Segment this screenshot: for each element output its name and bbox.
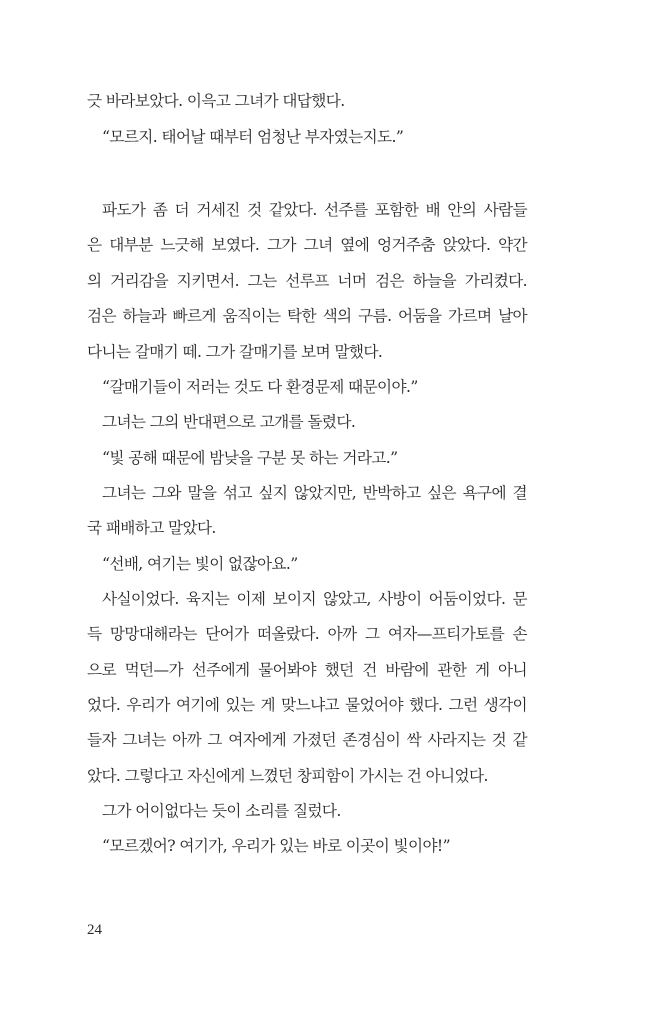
- text-line: “빛 공해 때문에 밤낮을 구분 못 하는 거라고.”: [102, 449, 398, 467]
- text-line: 국 패배하고 말았다.: [87, 519, 216, 537]
- text-line: 사실이었다. 육지는 이제 보이지 않았고, 사방이 어둠이었다. 문: [102, 590, 527, 608]
- text-line: 다니는 갈매기 떼. 그가 갈매기를 보며 말했다.: [87, 343, 383, 361]
- text-line: 의 거리감을 지키면서. 그는 선루프 너머 검은 하늘을 가리켰다.: [87, 272, 527, 290]
- text-line: “모르지. 태어날 때부터 엄청난 부자였는지도.”: [102, 128, 404, 146]
- text-line: 으로 먹던—가 선주에게 물어봐야 했던 건 바람에 관한 게 아니: [87, 661, 527, 679]
- text-line: “선배, 여기는 빛이 없잖아요.”: [102, 555, 298, 573]
- text-line: “모르겠어? 여기가, 우리가 있는 바로 이곳이 빛이야!”: [102, 837, 450, 855]
- text-line: 그녀는 그와 말을 섞고 싶지 않았지만, 반박하고 싶은 욕구에 결: [102, 484, 527, 502]
- text-line: 검은 하늘과 빠르게 움직이는 탁한 색의 구름. 어둠을 가르며 날아: [87, 307, 527, 325]
- text-line: 었다. 우리가 여기에 있는 게 맞느냐고 물었어야 했다. 그런 생각이: [87, 696, 527, 714]
- text-line: “갈매기들이 저러는 것도 다 환경문제 때문이야.”: [102, 378, 418, 396]
- text-line: 그녀는 그의 반대편으로 고개를 돌렸다.: [102, 413, 356, 431]
- page-number: 24: [87, 922, 102, 938]
- text-line: 들자 그녀는 아까 그 여자에게 가졌던 존경심이 싹 사라지는 것 같: [87, 731, 527, 749]
- text-line: 그가 어이없다는 듯이 소리를 질렀다.: [102, 802, 341, 820]
- text-line: 았다. 그렇다고 자신에게 느꼈던 창피함이 가시는 건 아니었다.: [87, 767, 488, 785]
- text-line: 은 대부분 느긋해 보였다. 그가 그녀 옆에 엉거주춤 앉았다. 약간: [87, 236, 527, 254]
- text-line: 긋 바라보았다. 이윽고 그녀가 대답했다.: [87, 92, 345, 110]
- text-line: 득 망망대해라는 단어가 떠올랐다. 아까 그 여자—프티가토를 손: [87, 625, 527, 643]
- text-line: 파도가 좀 더 거세진 것 같았다. 선주를 포함한 배 안의 사람들: [102, 201, 527, 219]
